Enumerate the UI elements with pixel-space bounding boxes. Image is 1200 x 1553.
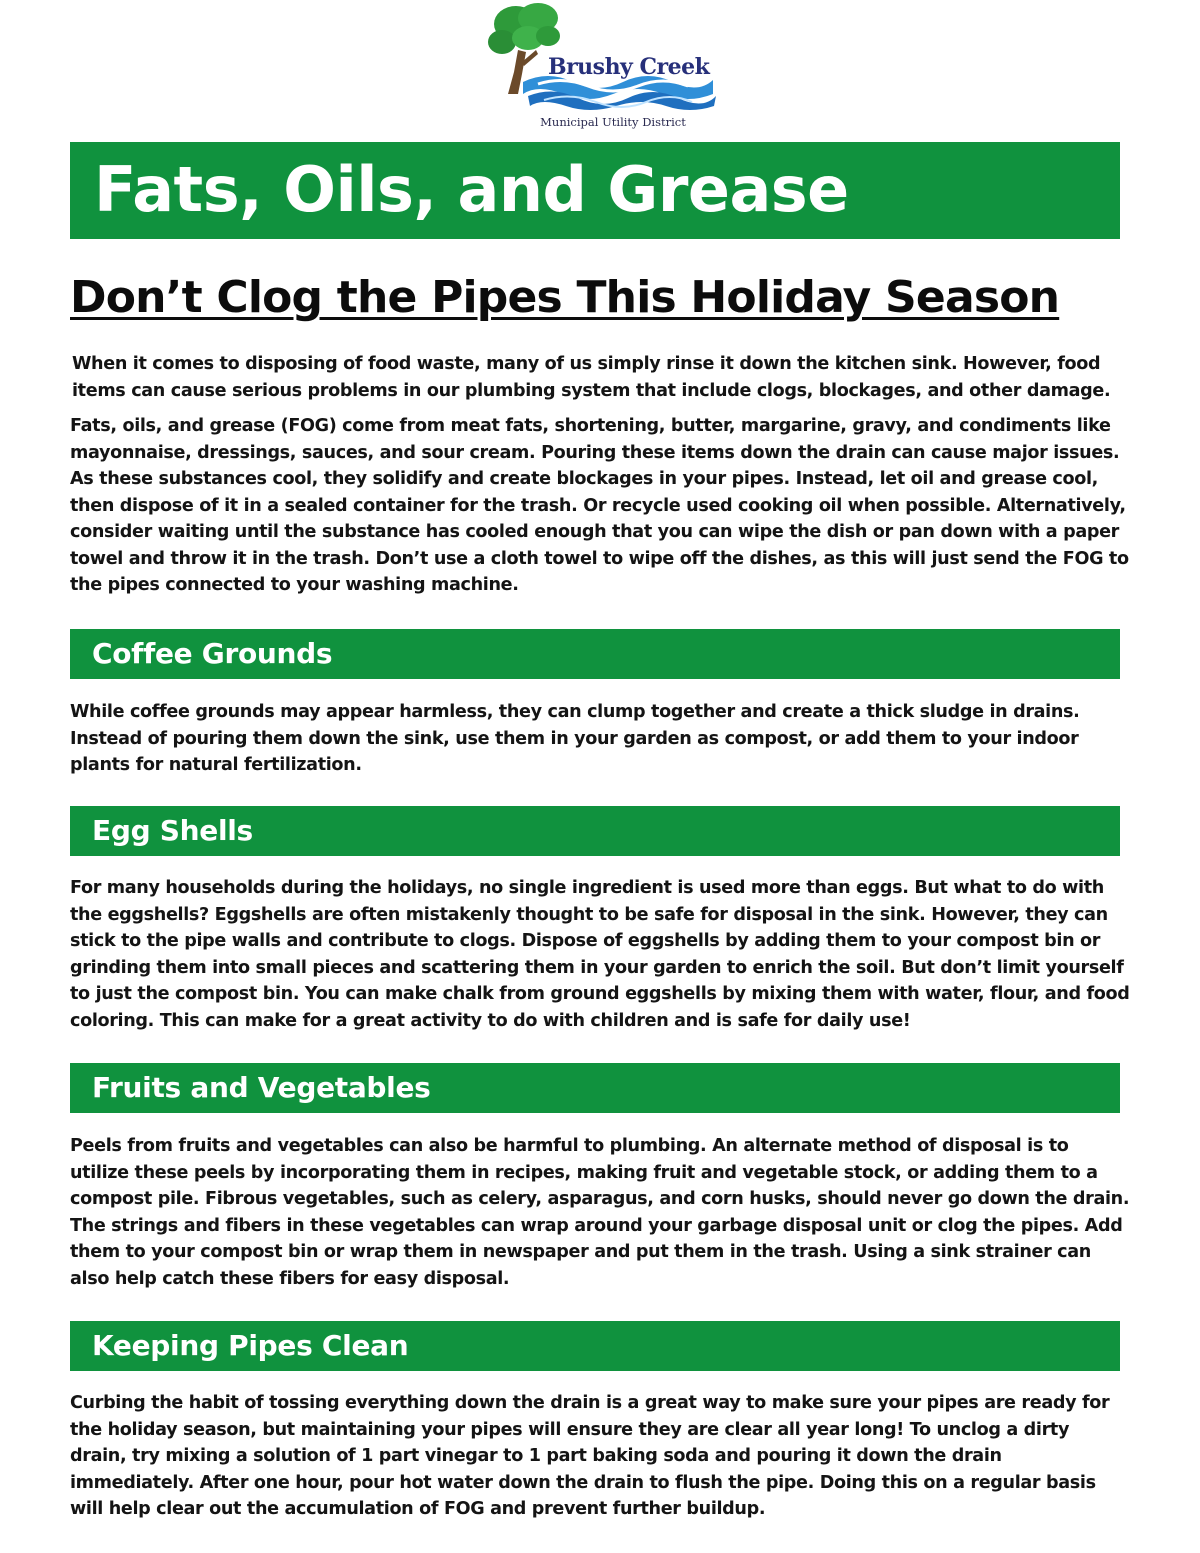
section-heading: Keeping Pipes Clean bbox=[92, 1329, 409, 1362]
brushy-creek-logo bbox=[478, 2, 728, 134]
section-heading: Fruits and Vegetables bbox=[92, 1071, 431, 1104]
page-subtitle: Don’t Clog the Pipes This Holiday Season bbox=[70, 272, 1060, 323]
section-header-coffee-grounds bbox=[70, 629, 1120, 679]
logo-subtitle: Municipal Utility District bbox=[540, 115, 686, 129]
section-header-keeping-pipes-clean bbox=[70, 1321, 1120, 1371]
section-heading: Egg Shells bbox=[92, 814, 253, 847]
section-header-egg-shells bbox=[70, 806, 1120, 856]
section-body-keeping-pipes-clean: Curbing the habit of tossing everything down the drain is a great way to make sure your pipes are ready for the holiday season, but maintaining your pipes will ensure they are clear all year long! To unclog a dirty drain, try mixing a solution of 1 part vinegar to 1 part baking soda and pouring it down the drain immediately. After one hour, pour hot water down the drain to flush the pipe. Doing this on a regular basis will help clear out the accumulation of FOG and prevent further buildup. bbox=[70, 1393, 1110, 1519]
intro-paragraph-1: When it comes to disposing of food waste, many of us simply rinse it down the kitchen sink. However, food items can cause serious problems in our plumbing system that include clogs, blockages, and other damage. bbox=[72, 354, 1111, 401]
section-body-fruits-vegetables: Peels from fruits and vegetables can also be harmful to plumbing. An alternate method of disposal is to utilize these peels by incorporating them in recipes, making fruit and vegetable stock, or adding them to a compost pile. Fibrous vegetables, such as celery, asparagus, and corn husks, should never go down the drain. The strings and fibers in these vegetables can wrap around your garbage disposal unit or clog the pipes. Add them to your compost bin or wrap them in newspaper and put them in the trash. Using a sink strainer can also help catch these fibers for easy disposal. bbox=[70, 1136, 1130, 1289]
section-body-egg-shells: For many households during the holidays, no single ingredient is used more than eggs. But what to do with the eggshells? Eggshells are often mistakenly thought to be safe for disposal in the sink. However, they can stick to the pipe walls and contribute to clogs. Dispose of eggshells by adding them to your compost bin or grinding them into small pieces and scattering them in your garden to enrich the soil. But don’t limit yourself to just the compost bin. You can make chalk from ground eggshells by mixing them with water, flour, and food coloring. This can make for a great activity to do with children and is safe for daily use! bbox=[70, 878, 1130, 1031]
intro-paragraph-2: Fats, oils, and grease (FOG) come from meat fats, shortening, butter, margarine, gravy, and condiments like mayonnaise, dressings, sauces, and sour cream. Pouring these items down the drain can cause major issues. As these substances cool, they solidify and create blockages in your pipes. Instead, let oil and grease cool, then dispose of it in a sealed container for the trash. Or recycle used cooking oil when possible. Alternatively, consider waiting until the substance has cooled enough that you can wipe the dish or pan down with a paper towel and throw it in the trash. Don’t use a cloth towel to wipe off the dishes, as this will just send the FOG to the pipes connected to your washing machine. bbox=[70, 416, 1129, 595]
section-header-fruits-vegetables bbox=[70, 1063, 1120, 1113]
section-heading: Coffee Grounds bbox=[92, 637, 333, 670]
title-banner bbox=[70, 142, 1120, 239]
logo-name: Brushy Creek bbox=[548, 54, 710, 80]
section-body-coffee-grounds: While coffee grounds may appear harmless, they can clump together and create a thick sludge in drains. Instead of pouring them down the sink, use them in your garden as compost, or add them to your indoor plants for natural fertilization. bbox=[70, 702, 1080, 775]
page-title: Fats, Oils, and Grease bbox=[94, 153, 849, 226]
